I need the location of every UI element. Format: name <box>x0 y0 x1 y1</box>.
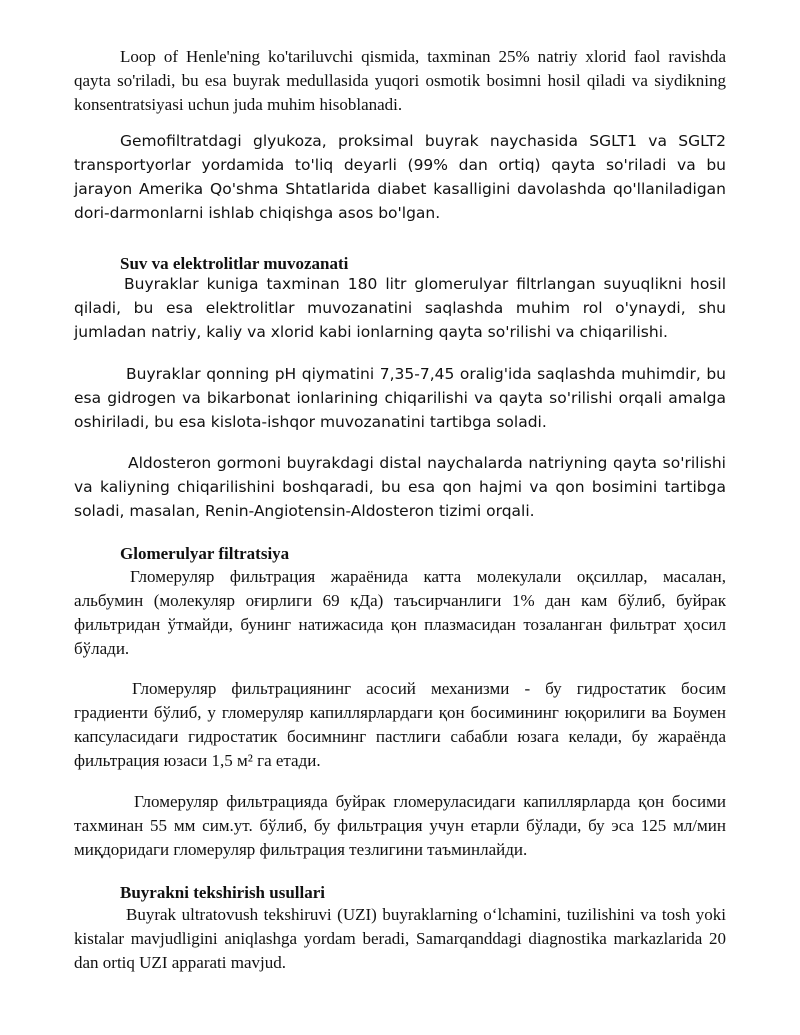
paragraph-filtration-mechanism <box>74 677 726 773</box>
paragraph-kidney-filtration-volume <box>74 272 726 344</box>
section-heading-kidney-examination: Buyrakni tekshirish usullari <box>120 883 326 902</box>
paragraph-loop-of-henle <box>74 45 726 117</box>
paragraph-text: Buyraklar qonning pH qiymatini 7,35-7,45 oralig'ida saqlashda muhimdir, bu esa gidrogen va bikarbonat ionlarining chiqarilishi va qayta so'rilishi orqali amalga oshiriladi, bu esa kislota-ishqor muvozanatini tartibga soladi. <box>74 365 726 431</box>
section-heading-glomerular-filtration: Glomerulyar filtratsiya <box>120 544 290 563</box>
paragraph-blood-ph <box>74 362 726 434</box>
paragraph-capillary-pressure <box>74 790 726 862</box>
paragraph-text: Гломеруляр фильтрацияда буйрак гломерулаcидаги капиллярларда қон босими тахминан 55 мм сим.ут. бўлиб, бу фильтрация учун етарли бўлади, бу эса 125 мл/мин миқдоридаги гломеруляр фильтрация тезлигини таъминлайди. <box>74 792 726 859</box>
paragraph-text: Buyrak ultratovush tekshiruvi (UZI) buyraklarning oʻlchamini, tuzilishini va tosh yoki kistalar mavjudligini aniqlashga yordam beradi, Samarqanddagi diagnostika markazlarida 20 dan ortiq UZI apparati mavjud. <box>74 905 726 972</box>
paragraph-glucose-reabsorption <box>74 129 726 225</box>
paragraph-protein-filtration <box>74 565 726 661</box>
paragraph-text: Loop of Henle'ning ko'tariluvchi qismida, taxminan 25% natriy xlorid faol ravishda qayta so'riladi, bu esa buyrak medullasida yuqori osmotik bosimni hosil qiladi va siydikning konsentratsiyasi uchun juda muhim hisoblanadi. <box>74 47 726 114</box>
paragraph-text: Гломеруляр фильтрациянинг асосий механизми - бу гидростатик босим градиенти бўлиб, у гломеруляр капиллярлардаги қон босимининг юқорилиги ва Боумен капсуласидаги гидростатик босимнинг пастлиги сабабли юзага келади, бу жараёнда фильтрация юзаси 1,5 м² га етади. <box>74 679 726 770</box>
paragraph-text: Гломеруляр фильтрация жараёнида катта молекулали оқсиллар, масалан, альбумин (молекуляр оғирлиги 69 кДа) таъсирчанлиги 1% дан кам бўлиб, буйрак фильтридан ўтмайди, бунинг натижасида қон плазмасидан тозаланган фильтрат ҳосил бўлади. <box>74 567 726 658</box>
paragraph-aldosterone <box>74 451 726 523</box>
paragraph-ultrasound <box>74 903 726 975</box>
paragraph-text: Gemofiltratdagi glyukoza, proksimal buyrak naychasida SGLT1 va SGLT2 transportyorlar yordamida to'liq deyarli (99% dan ortiq) qayta so'riladi va bu jarayon Amerika Qo'shma Shtatlarida diabet kasalligini davolashda qo'llaniladigan dori-darmonlarni ishlab chiqishga asos bo'lgan. <box>74 132 726 222</box>
section-heading-water-electrolytes: Suv va elektrolitlar muvozanati <box>120 254 349 273</box>
paragraph-text: Aldosteron gormoni buyrakdagi distal naychalarda natriyning qayta so'rilishi va kaliyning chiqarilishini boshqaradi, bu esa qon hajmi va qon bosimini tartibga soladi, masalan, Renin-Angiotensin-Aldosteron tizimi orqali. <box>74 454 726 520</box>
paragraph-text: Buyraklar kuniga taxminan 180 litr glomerulyar filtrlangan suyuqlikni hosil qiladi, bu esa elektrolitlar muvozanatini saqlashda muhim rol o'ynaydi, shu jumladan natriy, kaliy va xlorid kabi ionlarning qayta so'rilishi va chiqarilishi. <box>74 275 726 341</box>
